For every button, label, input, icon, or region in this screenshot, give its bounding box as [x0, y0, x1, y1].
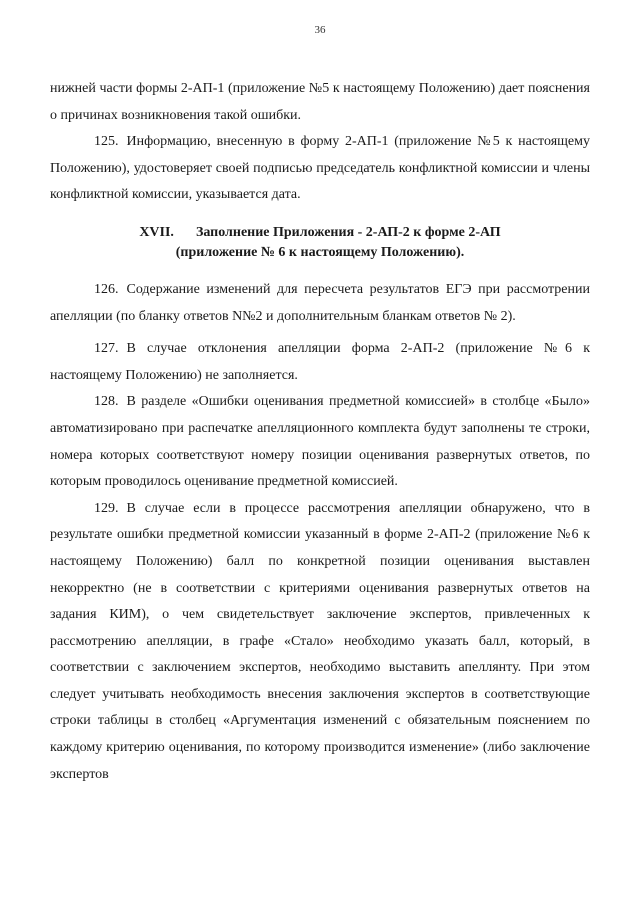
paragraph-127: [50, 336, 590, 389]
paragraph-number: 126.: [94, 281, 119, 297]
section-heading: [50, 223, 590, 263]
section-number: XVII.: [139, 224, 174, 240]
paragraph-text: В случае отклонения апелляции форма 2-АП-2 (приложение №6 к настоящему Положению) не заполняется.: [50, 341, 590, 383]
paragraph-number: 128.: [94, 394, 119, 410]
paragraph-continuation: нижней части формы 2-АП-1 (приложение №5 к настоящему Положению) дает пояснения о причинах возникновения такой ошибки.: [50, 81, 590, 123]
paragraph-125: [50, 129, 590, 209]
paragraph-text: В случае если в процессе рассмотрения апелляции обнаружено, что в результате ошибки предметной комиссии указанный в форме 2-АП-2 (приложение №6 к настоящему Положению) балл по конкретной позиции оценивания выставлен некорректно (не в соответствии с критериями оценивания развернутых ответов на задания КИМ), о чем свидетельствует заключение экспертов, привлеченных к рассмотрению апелляции, в графе «Стало» необходимо указать балл, который, в соответствии с заключением экспертов, необходимо выставить апеллянту. При этом следует учитывать необходимость внесения заключения экспертов в соответствующие строки таблицы в столбец «Аргументация изменений с обязательным пояснением по каждому критерию оценивания, по которому производится изменение» (либо заключение экспертов: [50, 500, 590, 782]
section-title-line2: (приложение № 6 к настоящему Положению).: [175, 244, 465, 260]
paragraph-129: [50, 496, 590, 789]
paragraph-128: [50, 389, 590, 495]
paragraph-text: В разделе «Ошибки оценивания предметной комиссией» в столбце «Было» автоматизировано при распечатке апелляционного комплекта будут заполнены те строки, номера которых соответствуют номеру позиции оценивания развернутых ответов, по которым проводилось оценивание предметной комиссией.: [50, 394, 590, 490]
paragraph-number: 127.: [94, 341, 119, 357]
document-body: [50, 76, 590, 788]
paragraph-number: 129.: [94, 500, 119, 516]
section-heading-line1: [50, 223, 590, 243]
paragraph-126: [50, 277, 590, 330]
paragraph-text: Содержание изменений для пересчета результатов ЕГЭ при рассмотрении апелляции (по бланку ответов N№2 и дополнительным бланкам ответов № 2).: [50, 281, 590, 324]
paragraph-text: Информацию, внесенную в форму 2-АП-1 (приложение №5 к настоящему Положению), удостоверяет своей подписью председатель конфликтной комиссии и члены конфликтной комиссии, указывается дата.: [50, 134, 590, 203]
paragraph-number: 125.: [94, 134, 119, 150]
page-number: 36: [314, 24, 326, 36]
section-title-line1: Заполнение Приложения - 2-АП-2 к форме 2-АП: [195, 224, 501, 240]
